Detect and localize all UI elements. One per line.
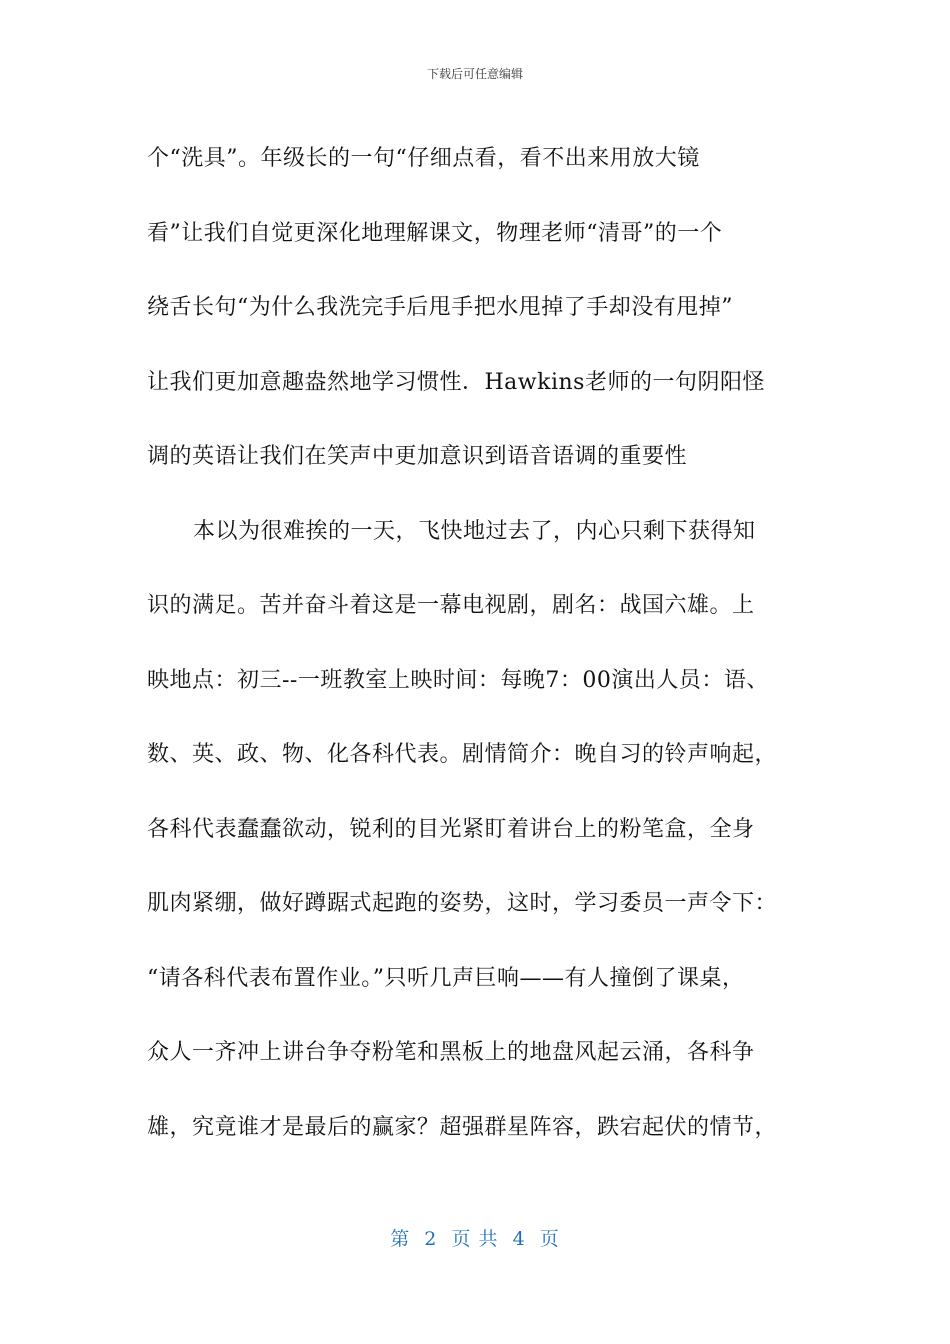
text-line: 调的英语让我们在笑声中更加意识到语音语调的重要性 [147, 444, 688, 469]
text-line: 肌肉紧绷，做好蹲踞式起跑的姿势，这时，学习委员一声令下： [147, 891, 778, 916]
text-line: “请各科代表布置作业。”只听几声巨响——有人撞倒了课桌， [147, 965, 745, 991]
page-number-footer: 第 2 页 共 4 页 [390, 1228, 560, 1250]
text-line: 映地点：初三--一班教室上映时间：每晚7：00演出人员：语、 [147, 667, 769, 693]
page-header: 下载后可任意编辑 [426, 67, 523, 81]
document-body [147, 122, 803, 1165]
paragraph-start-line: 本以为很难挨的一天，飞快地过去了，内心只剩下获得知 [193, 518, 756, 544]
text-line: 数、英、政、物、化各科代表。剧情简介：晚自习的铃声响起， [147, 742, 778, 767]
text-line: 让我们更加意趣盎然地学习惯性．Hawkins老师的一句阴阳怪 [147, 369, 765, 395]
text-line: 看”让我们自觉更深化地理解课文，物理老师“清哥”的一个 [147, 220, 723, 246]
text-line: 雄，究竟谁才是最后的赢家？超强群星阵容，跌宕起伏的情节， [147, 1114, 778, 1140]
text-line: 众人一齐冲上讲台争夺粉笔和黑板上的地盘风起云涌，各科争 [147, 1040, 755, 1065]
text-line: 各科代表蠢蠢欲动，锐利的目光紧盯着讲台上的粉笔盒，全身 [147, 816, 755, 842]
text-line: 绕舌长句“为什么我洗完手后甩手把水甩掉了手却没有甩掉” [147, 295, 733, 320]
text-line: 识的满足。苦并奋斗着这是一幕电视剧，剧名：战国六雄。上 [147, 593, 755, 618]
text-line: 个“洗具”。年级长的一句“仔细点看，看不出来用放大镜 [147, 146, 700, 171]
